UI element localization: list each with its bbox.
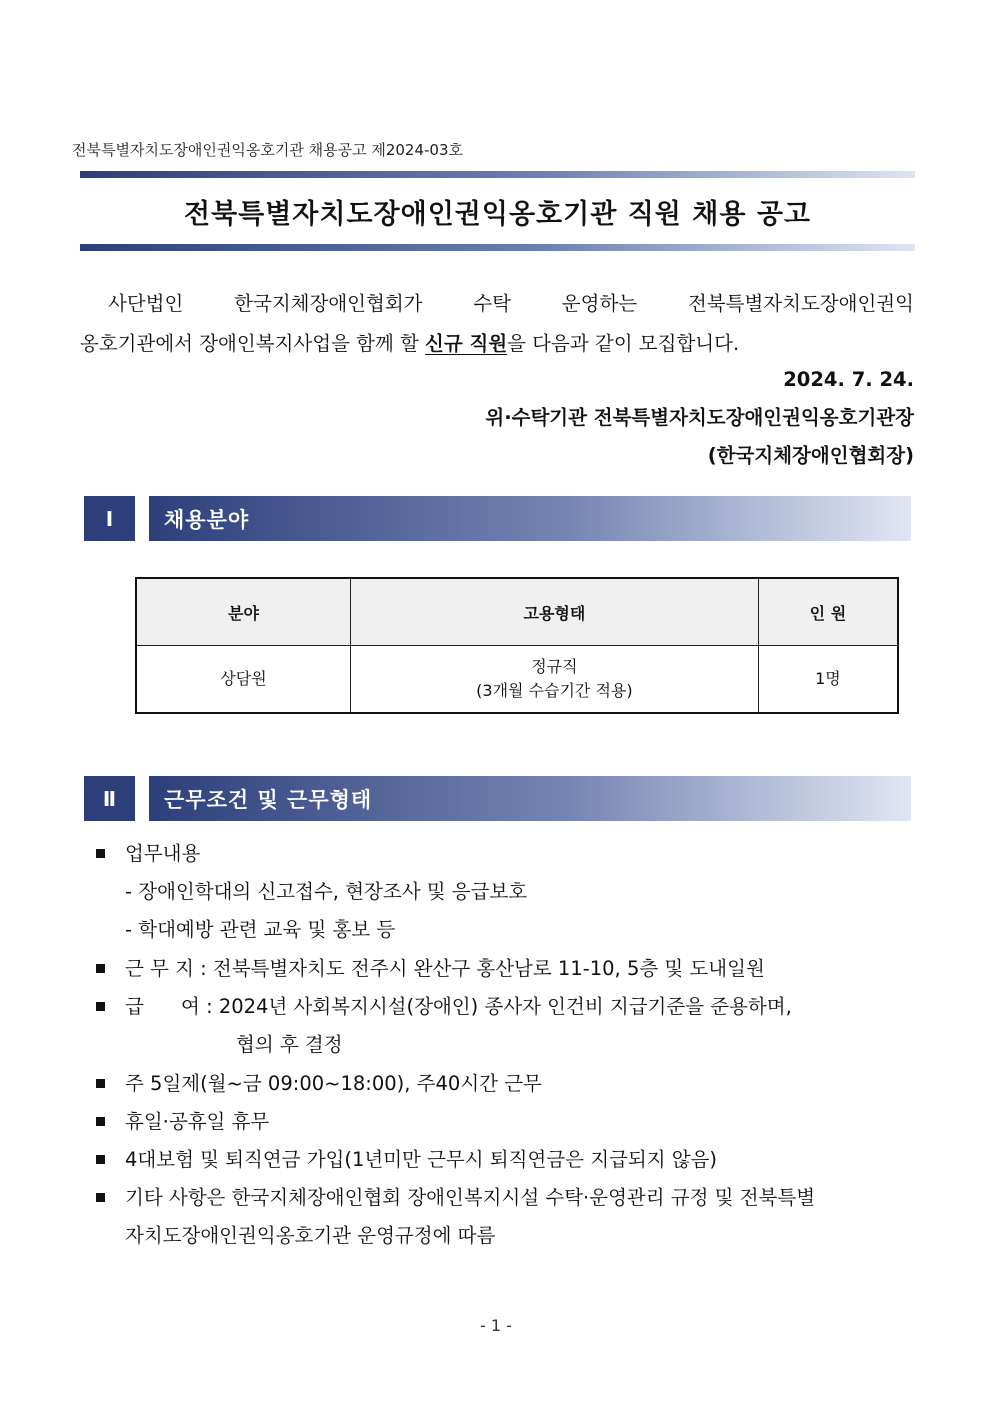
header-field: 분야 bbox=[136, 578, 350, 646]
title-rule-bottom bbox=[80, 244, 915, 251]
notice-date: 2024. 7. 24. bbox=[783, 368, 914, 391]
page-title: 전북특별자치도장애인권익옹호기관 직원 채용 공고 bbox=[183, 199, 811, 230]
table-header-row bbox=[136, 578, 898, 646]
bullet-square-icon bbox=[96, 964, 105, 973]
intro-line-1: 사단법인 한국지체장애인협회가 수탁 운영하는 전북특별자치도장애인권익 bbox=[108, 292, 914, 315]
title-rule-top bbox=[80, 171, 915, 178]
section-1-title: 채용분야 bbox=[149, 496, 911, 541]
page-number: - 1 - bbox=[480, 1316, 512, 1335]
cell-type-main: 정규직 bbox=[531, 657, 578, 676]
intro-line-2 bbox=[80, 324, 914, 364]
issuer-org: 위·수탁기관 전북특별자치도장애인권익옹호기관장 bbox=[485, 406, 914, 429]
section-1-number: I bbox=[84, 496, 135, 541]
header-count: 인 원 bbox=[758, 578, 898, 646]
issuer-chair: (한국지체장애인협회장) bbox=[707, 444, 914, 467]
section-2-number: Ⅱ bbox=[84, 776, 135, 821]
bullet-square-icon bbox=[96, 1079, 105, 1088]
cell-count: 1명 bbox=[758, 646, 898, 714]
bullet-square-icon bbox=[96, 1117, 105, 1126]
cell-type-sub: (3개월 수습기간 적용) bbox=[476, 681, 633, 700]
recruitment-table bbox=[135, 577, 899, 714]
section-2-title: 근무조건 및 근무형태 bbox=[149, 776, 911, 821]
intro-highlight: 신규 직원 bbox=[425, 332, 508, 355]
cell-type bbox=[350, 646, 758, 714]
bullet-square-icon bbox=[96, 1002, 105, 1011]
header-type: 고용형태 bbox=[350, 578, 758, 646]
bullet-square-icon bbox=[96, 1193, 105, 1202]
intro-line-2-post: 을 다음과 같이 모집합니다. bbox=[507, 332, 740, 355]
notice-number: 전북특별자치도장애인권익옹호기관 채용공고 제2024-03호 bbox=[72, 141, 463, 159]
cell-field: 상담원 bbox=[136, 646, 350, 714]
bullet-square-icon bbox=[96, 849, 105, 858]
bullet-square-icon bbox=[96, 1155, 105, 1164]
intro-paragraph bbox=[80, 284, 914, 364]
table-row bbox=[136, 646, 898, 714]
intro-line-2-pre: 옹호기관에서 장애인복지사업을 함께 할 bbox=[80, 332, 426, 355]
